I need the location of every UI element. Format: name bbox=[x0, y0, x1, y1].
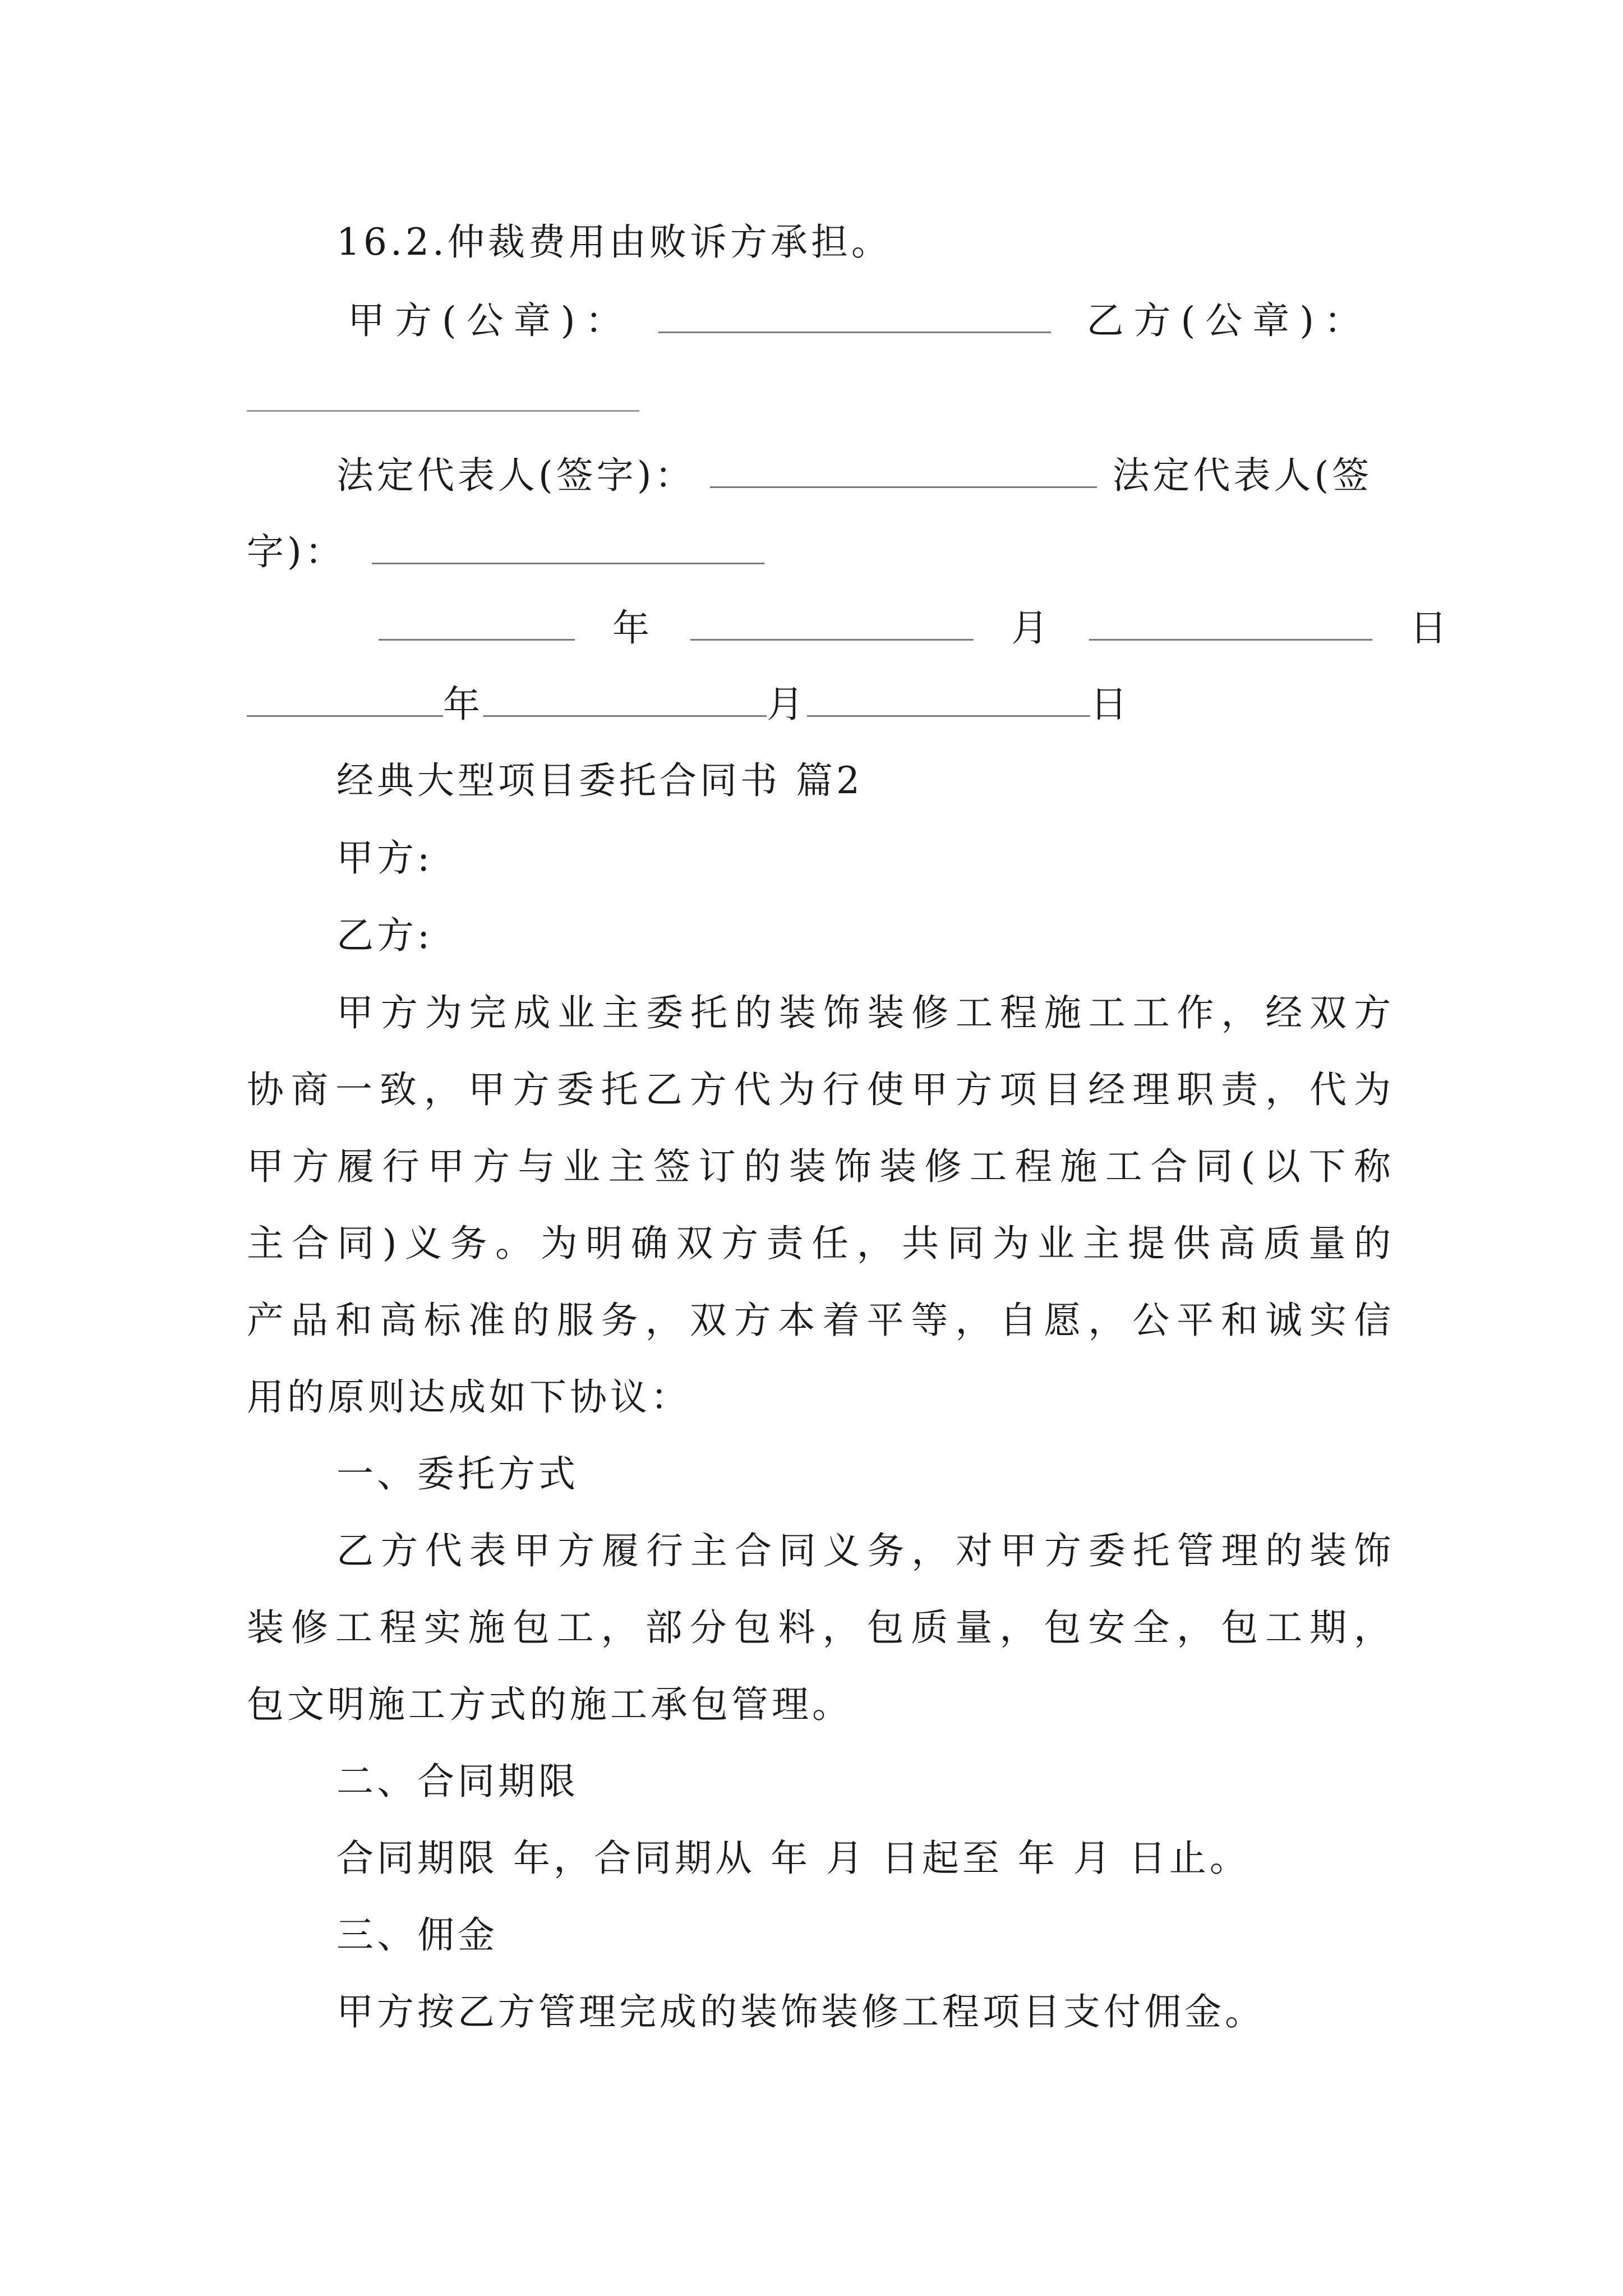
heading-entrust-method: 一、委托方式 bbox=[336, 1452, 579, 1496]
date-line-a bbox=[379, 606, 1450, 651]
legal-rep-b-label-start: 法定代表人(签 bbox=[1112, 454, 1373, 497]
intro-line-6: 用的原则达成如下协议： bbox=[247, 1375, 691, 1419]
date-b-month-label: 月 bbox=[767, 683, 807, 726]
para-1-line-1: 乙方代表甲方履行主合同义务，对甲方委托管理的装饰 bbox=[336, 1529, 1391, 1572]
legal-rep-a-label: 法定代表人(签字)： bbox=[336, 454, 695, 497]
party-a-seal-blank[interactable] bbox=[658, 299, 1051, 333]
date-line-b bbox=[247, 682, 1391, 727]
heading-contract-term: 二、合同期限 bbox=[336, 1760, 579, 1803]
seal-line bbox=[348, 298, 1391, 343]
date-a-month-label: 月 bbox=[1011, 606, 1052, 650]
party-a-seal-label: 甲方(公章)： bbox=[348, 299, 633, 342]
legal-rep-b-blank[interactable] bbox=[372, 530, 764, 564]
section-title-text: 经典大型项目委托合同书 篇2 bbox=[336, 759, 863, 802]
date-b-day-label: 日 bbox=[1090, 683, 1131, 726]
legal-rep-line-continued bbox=[247, 530, 1391, 574]
party-b-seal-label: 乙方(公章)： bbox=[1086, 299, 1371, 342]
intro-line-4: 主合同)义务。为明确双方责任，共同为业主提供高质量的 bbox=[247, 1222, 1391, 1265]
date-a-year-label: 年 bbox=[612, 606, 653, 650]
section-title bbox=[336, 758, 1391, 803]
intro-line-5: 产品和高标准的服务，双方本着平等，自愿，公平和诚实信 bbox=[247, 1299, 1391, 1342]
date-b-month-blank[interactable] bbox=[483, 683, 767, 717]
date-a-day-blank[interactable] bbox=[1089, 606, 1372, 641]
intro-line-3: 甲方履行甲方与业主签订的装饰装修工程施工合同(以下称 bbox=[247, 1145, 1391, 1188]
para-1-line-3: 包文明施工方式的施工承包管理。 bbox=[247, 1683, 852, 1726]
date-a-day-label: 日 bbox=[1409, 606, 1450, 650]
date-a-year-blank[interactable] bbox=[379, 606, 575, 641]
legal-rep-b-label-end: 字)： bbox=[247, 530, 345, 573]
date-b-year-label: 年 bbox=[443, 683, 483, 726]
party-a-text: 甲方: bbox=[336, 836, 434, 880]
intro-line-2: 协商一致，甲方委托乙方代为行使甲方项目经理职责，代为 bbox=[247, 1068, 1391, 1111]
party-b-seal-blank[interactable] bbox=[247, 378, 639, 412]
para-2: 合同期限 年，合同期从 年 月 日起至 年 月 日止。 bbox=[336, 1837, 1250, 1880]
para-1-line-2: 装修工程实施包工，部分包料，包质量，包安全，包工期， bbox=[247, 1606, 1391, 1649]
party-b-text: 乙方: bbox=[336, 914, 434, 957]
clause-16-2 bbox=[336, 220, 1391, 265]
party-a-line bbox=[336, 836, 1391, 881]
heading-commission: 三、佣金 bbox=[336, 1913, 498, 1957]
date-b-day-blank[interactable] bbox=[807, 683, 1090, 717]
legal-rep-a-blank[interactable] bbox=[710, 454, 1097, 488]
intro-line-1: 甲方为完成业主委托的装饰装修工程施工工作，经双方 bbox=[336, 991, 1391, 1034]
date-a-month-blank[interactable] bbox=[690, 606, 974, 641]
para-3: 甲方按乙方管理完成的装饰装修工程项目支付佣金。 bbox=[336, 1990, 1265, 2033]
seal-line-continued bbox=[247, 377, 1391, 422]
party-b-line bbox=[336, 913, 1391, 958]
legal-rep-line bbox=[336, 453, 1391, 498]
clause-16-2-text: 16.2.仲裁费用由败诉方承担。 bbox=[336, 220, 892, 264]
date-b-year-blank[interactable] bbox=[247, 683, 443, 717]
